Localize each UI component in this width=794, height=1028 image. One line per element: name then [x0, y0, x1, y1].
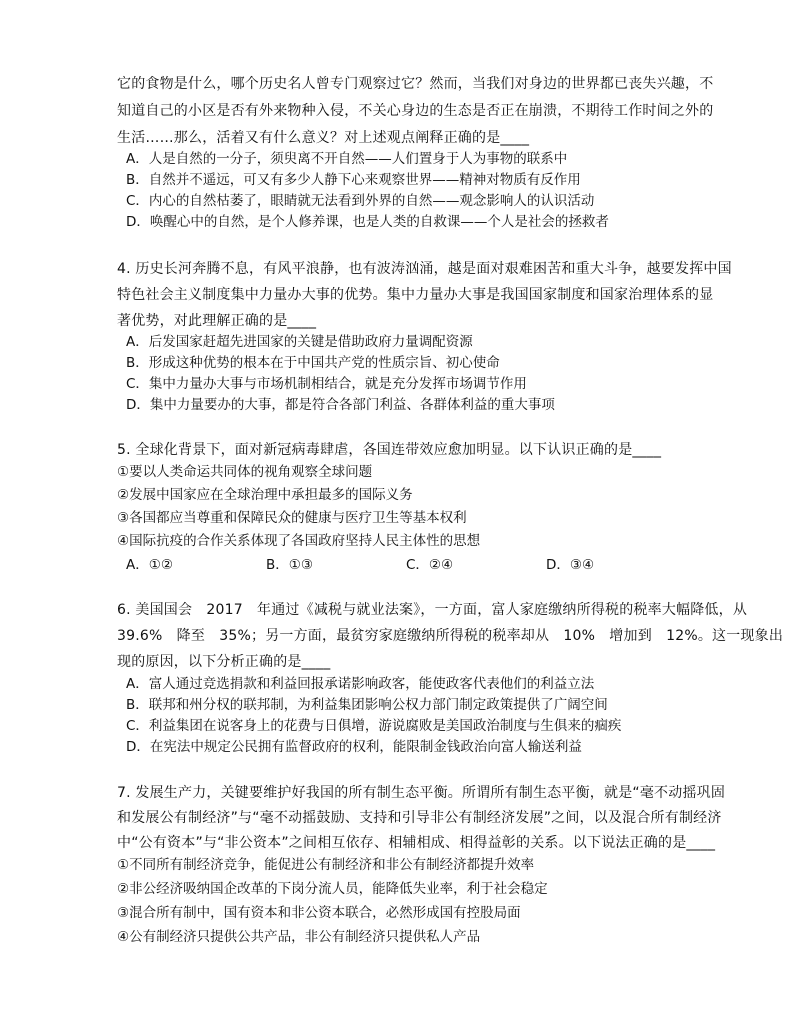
q5-choice-a: A．①②: [126, 557, 173, 573]
q6-text-line: 39.6% 降至 35%；另一方面，最贫穷家庭缴纳所得税的税率却从 10% 增加到 12%。这一现象出: [117, 628, 784, 644]
q7-text-line: 和发展公有制经济”与“毫不动摇鼓励、支持和引导非公有制经济发展”之间，以及混合所有制经济: [117, 810, 722, 826]
q6-text-line: 6. 美国国会 2017 年通过《减税与就业法案》，一方面，富人家庭缴纳所得税的税率大幅降低，从: [117, 602, 748, 618]
q3-text-line: 生活……那么，活着又有什么意义？对上述观点阐释正确的是____: [117, 130, 530, 146]
q6-option-c: C．利益集团在说客身上的花费与日俱增，游说腐败是美国政治制度与生俱来的痼疾: [126, 718, 622, 734]
q7-text-line: 中“公有资本”与“非公资本”之间相互依存、相辅相成、相得益彰的关系。以下说法正确的是____: [117, 835, 716, 851]
q7-statement-4: ④公有制经济只提供公共产品，非公有制经济只提供私人产品: [117, 929, 481, 945]
q5-statement-3: ③各国都应当尊重和保障民众的健康与医疗卫生等基本权利: [117, 510, 467, 526]
q3-option-d: D．唤醒心中的自然，是个人修养课，也是人类的自救课——个人是社会的拯救者: [126, 214, 609, 230]
q5-statement-4: ④国际抗疫的合作关系体现了各国政府坚持人民主体性的思想: [117, 533, 481, 549]
q3-text-line: 它的食物是什么，哪个历史名人曾专门观察过它？然而，当我们对身边的世界都已丧失兴趣，不: [117, 76, 714, 92]
q7-text-line: 7. 发展生产力，关键要维护好我国的所有制生态平衡。所谓所有制生态平衡，就是“毫不动摇巩固: [117, 785, 726, 801]
q5-statement-1: ①要以人类命运共同体的视角观察全球问题: [117, 464, 373, 480]
q3-option-b: B．自然并不遥远，可又有多少人静下心来观察世界——精神对物质有反作用: [126, 172, 581, 188]
q4-text-line: 著优势，对此理解正确的是____: [117, 313, 317, 329]
q5-text-line: 5. 全球化背景下，面对新冠病毒肆虐，各国连带效应愈加明显。以下认识正确的是____: [117, 442, 662, 458]
q5-choice-b: B．①③: [266, 557, 313, 573]
q4-option-a: A．后发国家赶超先进国家的关键是借助政府力量调配资源: [126, 334, 473, 350]
q5-statement-2: ②发展中国家应在全球治理中承担最多的国际义务: [117, 487, 413, 503]
q5-choice-d: D．③④: [546, 557, 595, 573]
q3-option-a: A．人是自然的一分子，须臾离不开自然——人们置身于人为事物的联系中: [126, 151, 568, 167]
q5-choice-c: C．②④: [406, 557, 454, 573]
q7-statement-3: ③混合所有制中，国有资本和非公资本联合，必然形成国有控股局面: [117, 905, 521, 921]
q4-text-line: 特色社会主义制度集中力量办大事的优势。集中力量办大事是我国国家制度和国家治理体系的显: [117, 287, 714, 303]
q4-option-d: D．集中力量要办的大事，都是符合各部门利益、各群体利益的重大事项: [126, 397, 555, 413]
q7-statement-2: ②非公经济吸纳国企改革的下岗分流人员，能降低失业率，利于社会稳定: [117, 881, 548, 897]
q4-option-c: C．集中力量办大事与市场机制相结合，就是充分发挥市场调节作用: [126, 376, 527, 392]
q3-text-line: 知道自己的小区是否有外来物种入侵，不关心身边的生态是否正在崩溃，不期待工作时间之外的: [117, 103, 714, 119]
q6-option-b: B．联邦和州分权的联邦制，为利益集团影响公权力部门制定政策提供了广阔空间: [126, 697, 608, 713]
q3-option-c: C．内心的自然枯萎了，眼睛就无法看到外界的自然——观念影响人的认识活动: [126, 193, 595, 209]
q6-text-line: 现的原因，以下分析正确的是____: [117, 654, 331, 670]
q7-statement-1: ①不同所有制经济竞争，能促进公有制经济和非公有制经济都提升效率: [117, 857, 535, 873]
q4-option-b: B．形成这种优势的根本在于中国共产党的性质宗旨、初心使命: [126, 355, 500, 371]
q4-text-line: 4. 历史长河奔腾不息，有风平浪静，也有波涛汹涌，越是面对艰难困苦和重大斗争，越要发挥中国: [117, 261, 732, 277]
q6-option-a: A．富人通过竞选捐款和利益回报承诺影响政客，能使政客代表他们的利益立法: [126, 676, 595, 692]
q6-option-d: D．在宪法中规定公民拥有监督政府的权利，能限制金钱政治向富人输送利益: [126, 739, 582, 755]
